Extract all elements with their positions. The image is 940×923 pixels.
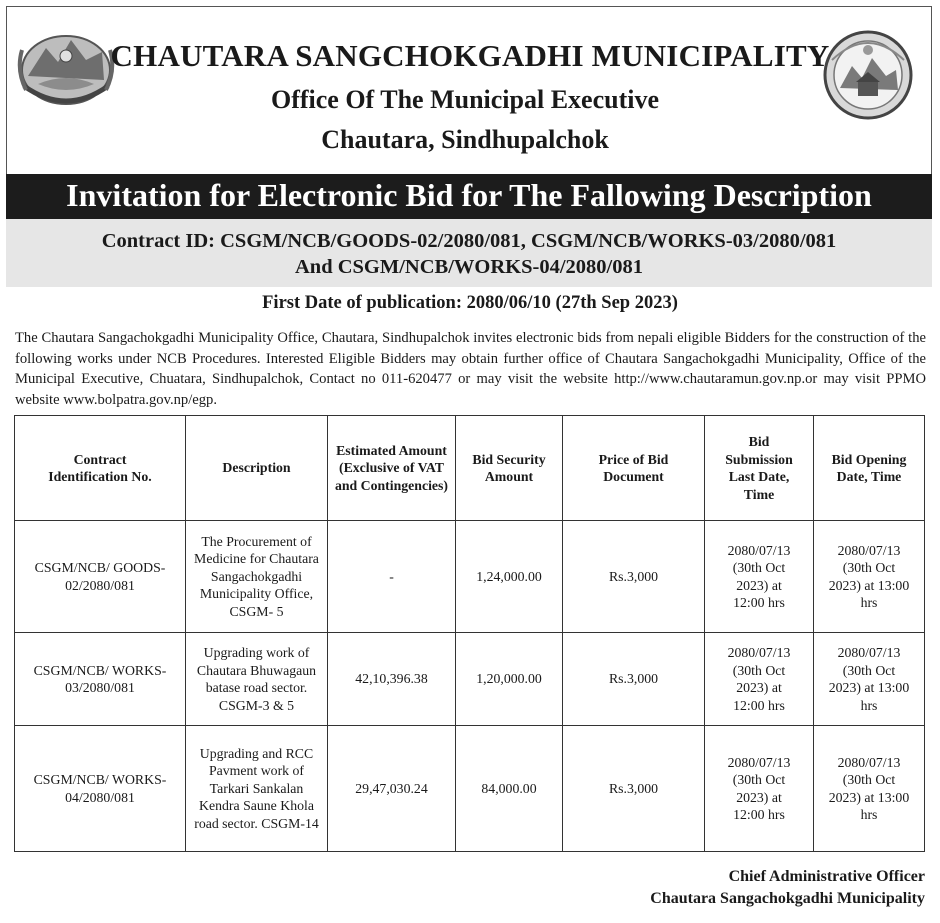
header-bid-security: Bid Security Amount [456, 416, 563, 521]
row-contract-id: CSGM/NCB/ GOODS-02/2080/081 [15, 521, 186, 633]
row-security: 1,20,000.00 [456, 633, 563, 726]
contract-id-line-1: Contract ID: CSGM/NCB/GOODS-02/2080/081, CSGM/NCB/WORKS-03/2080/081 [101, 230, 837, 252]
header-description: Description [186, 416, 328, 521]
signature-block [650, 866, 925, 910]
row-price: Rs.3,000 [563, 521, 705, 633]
row-opening: 2080/07/13 (30th Oct 2023) at 13:00 hrs [814, 726, 925, 852]
header-opening-date: Bid Opening Date, Time [814, 416, 925, 521]
signatory-organization: Chautara Sangachokgadhi Municipality [650, 890, 925, 907]
header-contract-id: Contract Identification No. [15, 416, 186, 521]
row-estimate: - [328, 521, 456, 633]
row-submission: 2080/07/13 (30th Oct 2023) at 12:00 hrs [705, 726, 814, 852]
row-contract-id: CSGM/NCB/ WORKS-03/2080/081 [15, 633, 186, 726]
header-submission-date: Bid Submission Last Date, Time [705, 416, 814, 521]
row-description: Upgrading work of Chautara Bhuwagaun batase road sector. CSGM-3 & 5 [186, 633, 328, 726]
notice-title-banner: Invitation for Electronic Bid for The Fallowing Description [6, 174, 932, 219]
row-estimate: 42,10,396.38 [328, 633, 456, 726]
header-bid-document-price: Price of Bid Document [563, 416, 705, 521]
publication-date: First Date of publication: 2080/06/10 (27th Sep 2023) [262, 293, 678, 313]
table-row [15, 633, 925, 726]
row-security: 1,24,000.00 [456, 521, 563, 633]
office-location: Chautara, Sindhupalchok [321, 125, 609, 154]
row-description: The Procurement of Medicine for Chautara Sangachokgadhi Municipality Office, CSGM- 5 [186, 521, 328, 633]
table-header-row [15, 416, 925, 521]
contract-id-line-2: And CSGM/NCB/WORKS-04/2080/081 [295, 256, 643, 278]
row-submission: 2080/07/13 (30th Oct 2023) at 12:00 hrs [705, 521, 814, 633]
row-contract-id: CSGM/NCB/ WORKS-04/2080/081 [15, 726, 186, 852]
row-opening: 2080/07/13 (30th Oct 2023) at 13:00 hrs [814, 633, 925, 726]
row-price: Rs.3,000 [563, 726, 705, 852]
row-estimate: 29,47,030.24 [328, 726, 456, 852]
row-opening: 2080/07/13 (30th Oct 2023) at 13:00 hrs [814, 521, 925, 633]
municipality-name: CHAUTARA SANGCHOKGADHI MUNICIPALITY [110, 38, 830, 73]
intro-paragraph: The Chautara Sangachokgadhi Municipality Office, Chautara, Sindhupalchok invites electronic bids from nepali eligible Bidders for the construction of the following works under NCB Procedures. Interested Eligible Bidders may obtain further office of Chautara Sangachokgadhi Municipality, Office of the Municipal Executive, Chuatara, Sindhupalchok, Contact no 011-620477 or may visit the website http://www.chautaramun.gov.np.or may visit PPMO website www.bolpatra.gov.np/egp. [15, 330, 926, 408]
table-row [15, 521, 925, 633]
row-description: Upgrading and RCC Pavment work of Tarkari Sankalan Kendra Saune Khola road sector. CSGM-14 [186, 726, 328, 852]
header-estimated-amount: Estimated Amount (Exclusive of VAT and Contingencies) [328, 416, 456, 521]
signatory-title: Chief Administrative Officer [728, 868, 925, 885]
table-row [15, 726, 925, 852]
office-name: Office Of The Municipal Executive [270, 85, 660, 114]
contract-id-block [6, 219, 932, 287]
bids-table [14, 415, 925, 852]
row-security: 84,000.00 [456, 726, 563, 852]
row-submission: 2080/07/13 (30th Oct 2023) at 12:00 hrs [705, 633, 814, 726]
row-price: Rs.3,000 [563, 633, 705, 726]
